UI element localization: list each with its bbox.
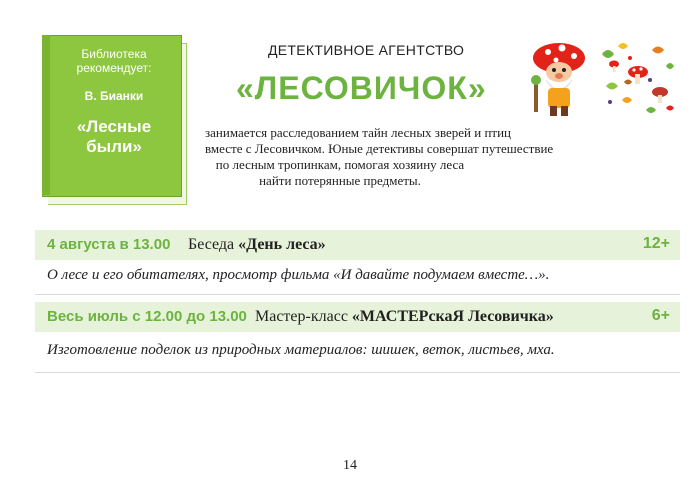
age-rating-badge: 6+ — [651, 307, 670, 324]
book-spine — [42, 35, 50, 195]
book-author: В. Бианки — [84, 89, 144, 103]
description-line: по лесным тропинкам, помогая хозяину леса — [215, 157, 465, 172]
event-datetime: Весь июль с 12.00 до 13.00 — [47, 308, 247, 325]
gnome-icon — [531, 43, 585, 116]
age-rating-badge: 12+ — [642, 235, 670, 252]
agency-description — [205, 125, 554, 189]
event-name: «МАСТЕРскаЯ Лесовичка» — [351, 308, 554, 325]
event-title — [188, 236, 326, 254]
event-type: Беседа — [188, 236, 235, 253]
event-name: «День леса» — [238, 236, 326, 253]
event-description: О лесе и его обитателях, просмотр фильма «И давайте подумаем вместе…». — [47, 267, 550, 283]
agency-label: ДЕТЕКТИВНОЕ АГЕНТСТВО — [268, 42, 465, 58]
lesovichok-illustration — [526, 36, 676, 118]
event-title — [255, 308, 554, 326]
event-type: Мастер-класс — [255, 308, 348, 325]
event-datetime: 4 августа в 13.00 — [47, 236, 171, 253]
page-number: 14 — [343, 458, 357, 473]
brand-title: «ЛЕСОВИЧОК» — [236, 70, 487, 106]
event-row — [35, 302, 680, 332]
event-row — [35, 230, 680, 260]
description-line: найти потерянные предметы. — [259, 173, 421, 188]
event-description: Изготовление поделок из природных материалов: шишек, веток, листьев, мха. — [47, 342, 555, 358]
divider — [35, 372, 680, 373]
description-line: занимается расследованием тайн лесных зверей и птиц — [205, 125, 512, 140]
book-recommend-label: Библиотека рекомендует: — [76, 47, 152, 75]
recommended-book — [42, 35, 188, 205]
divider — [35, 294, 680, 295]
description-line: вместе с Лесовичком. Юные детективы совершат путешествие — [205, 141, 554, 156]
mushrooms-icon — [609, 61, 668, 104]
book-title: «Лесные были» — [76, 117, 152, 156]
